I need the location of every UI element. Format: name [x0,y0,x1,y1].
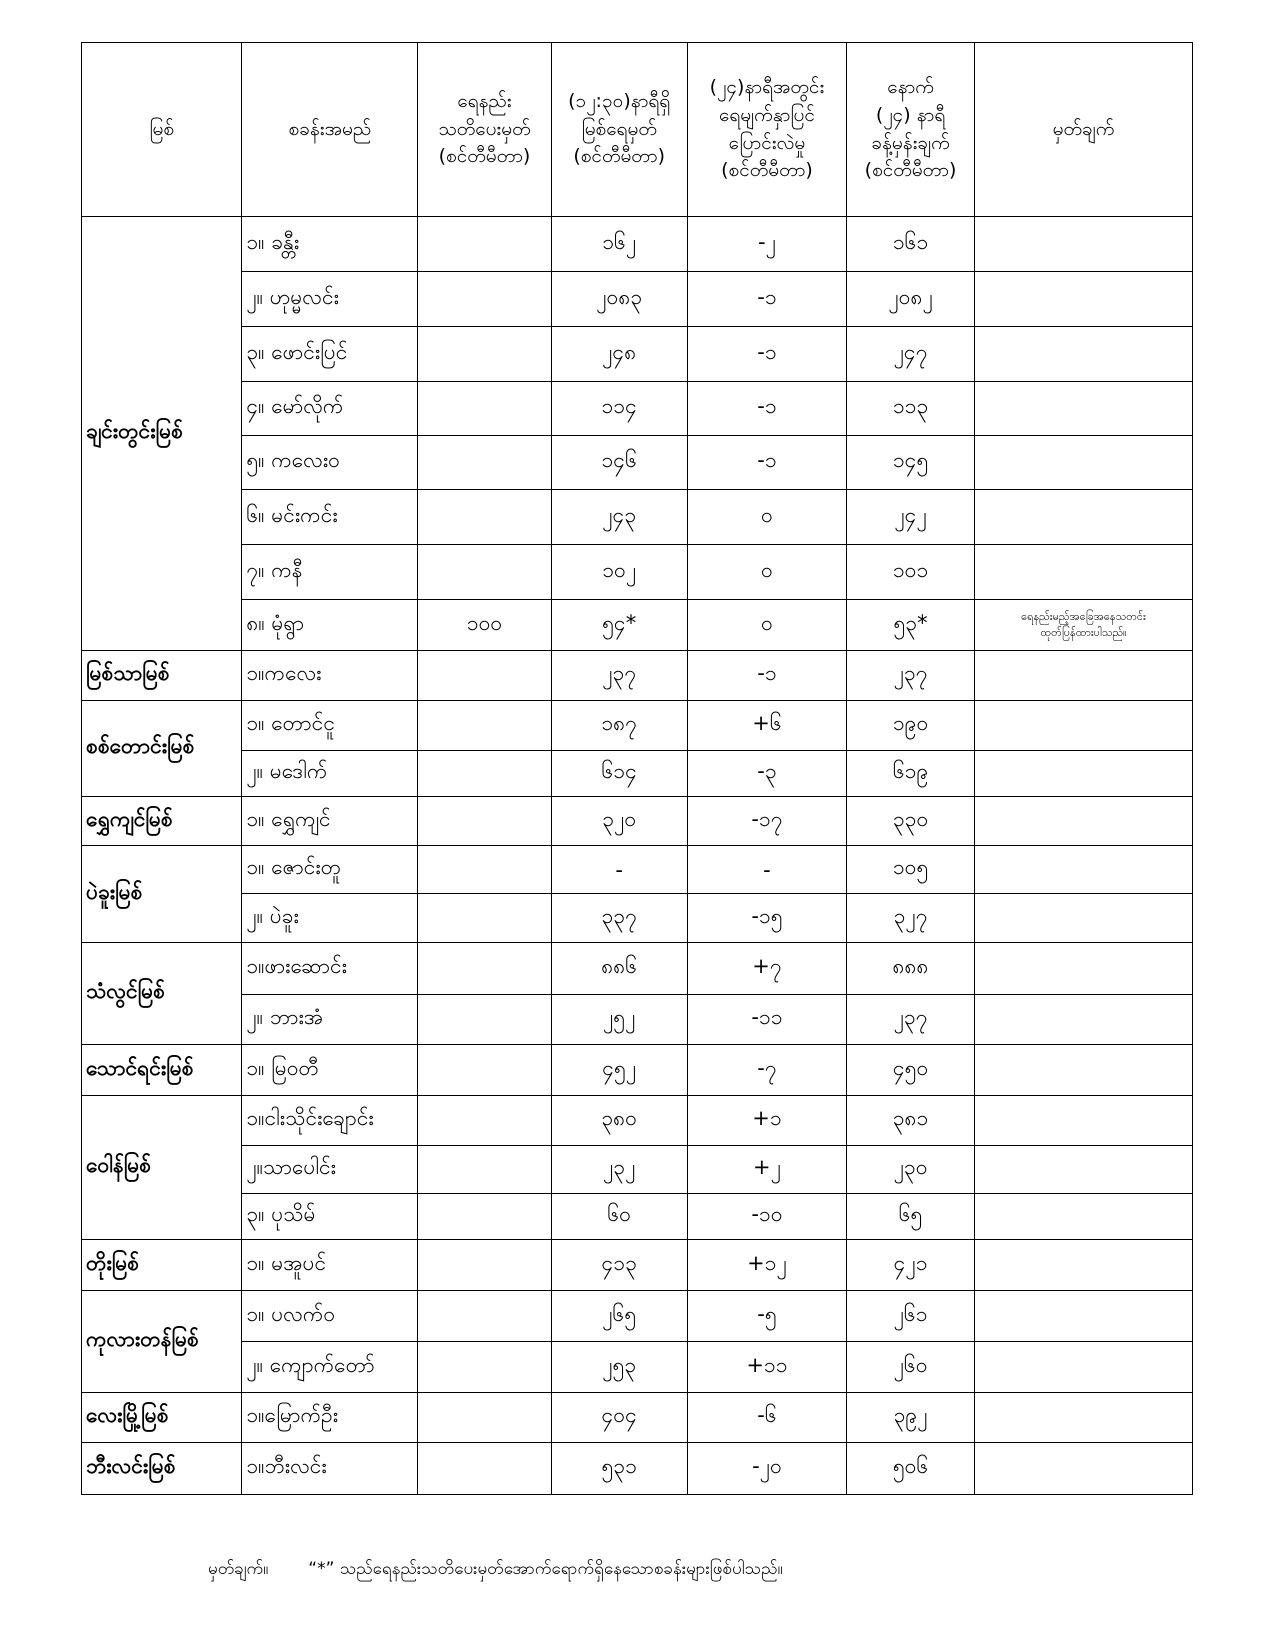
observed-level-cell: ၂၅၂ [551,995,687,1045]
header-observed-level: (၁၂:၃၀)နာရီရှိ မြစ်ရေမှတ် (စင်တီမီတာ) [551,43,687,217]
table-row [82,382,1193,436]
change-24h-cell: +၆ [687,701,846,751]
table-row [82,545,1193,600]
observed-level-cell: - [551,846,687,894]
danger-level-cell [418,797,551,846]
remark-cell: ရေနည်းမည့်အခြေအနေသတင်း ထုတ်ပြန်ထားပါသည်။ [974,600,1192,651]
river-name-cell: သောင်ရင်းမြစ် [82,1045,242,1096]
observed-level-cell: ၃၃၇ [551,894,687,943]
forecast-24h-cell: ၁၀၅ [847,846,975,894]
observed-level-cell: ၅၄* [551,600,687,651]
change-24h-cell: -၇ [687,1045,846,1096]
station-name-cell: ၂။ မဒေါက် [242,751,418,797]
observed-level-cell: ၄၅၂ [551,1045,687,1096]
remark-cell [974,1291,1192,1342]
station-name-cell: ၁။ ဇောင်းတူ [242,846,418,894]
forecast-24h-cell: ၃၃၀ [847,797,975,846]
observed-level-cell: ၂၃၂ [551,1146,687,1194]
river-name-cell: ချင်းတွင်းမြစ် [82,217,242,651]
table-row [82,1443,1193,1495]
station-name-cell: ၈။ မုံရွာ [242,600,418,651]
change-24h-cell: +၁၁ [687,1342,846,1393]
table-row [82,1194,1193,1240]
header-row [82,43,1193,217]
river-level-table [81,42,1193,1495]
observed-level-cell: ၄၁၃ [551,1240,687,1291]
table-row [82,272,1193,327]
remark-cell [974,545,1192,600]
remark-cell [974,751,1192,797]
forecast-24h-cell: ၄၅၀ [847,1045,975,1096]
station-name-cell: ၁။ ပလက်ဝ [242,1291,418,1342]
station-name-cell: ၁။ ခန္တီး [242,217,418,272]
observed-level-cell: ၄၀၄ [551,1393,687,1443]
station-name-cell: ၄။ မော်လိုက် [242,382,418,436]
remark-cell [974,995,1192,1045]
river-name-cell: ပဲခူးမြစ် [82,846,242,943]
observed-level-cell: ၂၀၈၃ [551,272,687,327]
observed-level-cell: ၂၆၅ [551,1291,687,1342]
table-row [82,1146,1193,1194]
remark-cell [974,1194,1192,1240]
station-name-cell: ၁။ဘီးလင်း [242,1443,418,1495]
observed-level-cell: ၁၈၇ [551,701,687,751]
forecast-24h-cell: ၂၃၀ [847,1146,975,1194]
table-row [82,1096,1193,1146]
station-name-cell: ၂။ ကျောက်တော် [242,1342,418,1393]
change-24h-cell: ၀ [687,600,846,651]
table-row [82,995,1193,1045]
observed-level-cell: ၁၄၆ [551,436,687,490]
forecast-24h-cell: ၁၀၁ [847,545,975,600]
observed-level-cell: ၁၁၄ [551,382,687,436]
danger-level-cell [418,1240,551,1291]
observed-level-cell: ၂၅၃ [551,1342,687,1393]
forecast-24h-cell: ၃၉၂ [847,1393,975,1443]
change-24h-cell: -၁၀ [687,1194,846,1240]
header-remarks: မှတ်ချက် [974,43,1192,217]
observed-level-cell: ၈၈၆ [551,943,687,995]
change-24h-cell: ၀ [687,490,846,545]
remark-cell [974,1146,1192,1194]
danger-level-cell [418,894,551,943]
observed-level-cell: ၂၄၃ [551,490,687,545]
observed-level-cell: ၃၈၀ [551,1096,687,1146]
change-24h-cell: -၁၇ [687,797,846,846]
river-name-cell: စစ်တောင်းမြစ် [82,701,242,797]
remark-cell [974,382,1192,436]
table-row [82,701,1193,751]
station-name-cell: ၁။ မအူပင် [242,1240,418,1291]
change-24h-cell: ၀ [687,545,846,600]
table-row [82,490,1193,545]
table-body [82,217,1193,1495]
change-24h-cell: +၁၂ [687,1240,846,1291]
change-24h-cell: -၁ [687,382,846,436]
forecast-24h-cell: ၃၈၁ [847,1096,975,1146]
change-24h-cell: -၁ [687,436,846,490]
change-24h-cell: +၁ [687,1096,846,1146]
footnote-text: “*” သည်ရေနည်းသတိပေးမှတ်အောက်ရောက်ရှိနေသောစခန်းများဖြစ်ပါသည်။ [308,1559,783,1579]
danger-level-cell [418,1194,551,1240]
remark-cell [974,894,1192,943]
remark-cell [974,1342,1192,1393]
table-row [82,943,1193,995]
forecast-24h-cell: ၂၆၁ [847,1291,975,1342]
danger-level-cell [418,943,551,995]
header-change-24h: (၂၄)နာရီအတွင်း ရေမျက်နှာပြင် ပြောင်းလဲမှု (စင်တီမီတာ) [687,43,846,217]
remark-cell [974,1443,1192,1495]
change-24h-cell: -၃ [687,751,846,797]
change-24h-cell: -၂၀ [687,1443,846,1495]
danger-level-cell [418,545,551,600]
station-name-cell: ၂။ ဟုမ္မလင်း [242,272,418,327]
danger-level-cell [418,490,551,545]
observed-level-cell: ၁၀၂ [551,545,687,600]
danger-level-cell [418,1146,551,1194]
table-row [82,600,1193,651]
remark-cell [974,1045,1192,1096]
observed-level-cell: ၂၃၇ [551,651,687,701]
danger-level-cell [418,846,551,894]
table-row [82,1393,1193,1443]
table-row [82,217,1193,272]
forecast-24h-cell: ၆၁၉ [847,751,975,797]
danger-level-cell [418,1291,551,1342]
danger-level-cell [418,701,551,751]
header-station: စခန်းအမည် [242,43,418,217]
table-row [82,894,1193,943]
forecast-24h-cell: ၃၂၇ [847,894,975,943]
observed-level-cell: ၁၆၂ [551,217,687,272]
change-24h-cell: -၁ [687,327,846,382]
danger-level-cell [418,1342,551,1393]
river-name-cell: သံလွင်မြစ် [82,943,242,1045]
table-row [82,436,1193,490]
table-row [82,327,1193,382]
forecast-24h-cell: ၂၄၇ [847,327,975,382]
remark-cell [974,327,1192,382]
danger-level-cell [418,272,551,327]
forecast-24h-cell: ၅၀၆ [847,1443,975,1495]
table-row [82,1291,1193,1342]
remark-cell [974,490,1192,545]
river-name-cell: ဘီးလင်းမြစ် [82,1443,242,1495]
header-river: မြစ် [82,43,242,217]
danger-level-cell [418,651,551,701]
table-row [82,651,1193,701]
river-name-cell: ရွှေကျင်မြစ် [82,797,242,846]
danger-level-cell [418,436,551,490]
table-row [82,1240,1193,1291]
river-name-cell: တိုးမြစ် [82,1240,242,1291]
footnote [208,1558,783,1583]
station-name-cell: ၁။ ရွှေကျင် [242,797,418,846]
remark-cell [974,217,1192,272]
danger-level-cell: ၁၀၀ [418,600,551,651]
remark-cell [974,651,1192,701]
forecast-24h-cell: ၁၆၁ [847,217,975,272]
river-name-cell: ဝေါန်မြစ် [82,1096,242,1240]
station-name-cell: ၁။မြောက်ဦး [242,1393,418,1443]
forecast-24h-cell: ၂၃၇ [847,651,975,701]
station-name-cell: ၁။ဖားဆောင်း [242,943,418,995]
forecast-24h-cell: ၁၉၀ [847,701,975,751]
table-row [82,1045,1193,1096]
station-name-cell: ၃။ ဖောင်းပြင် [242,327,418,382]
remark-cell [974,701,1192,751]
river-name-cell: မြစ်သာမြစ် [82,651,242,701]
change-24h-cell: -၁ [687,272,846,327]
station-name-cell: ၅။ ကလေးဝ [242,436,418,490]
station-name-cell: ၇။ ကနီ [242,545,418,600]
table-row [82,751,1193,797]
remark-cell [974,272,1192,327]
change-24h-cell: -၁၅ [687,894,846,943]
header-danger-level: ရေနည်း သတိပေးမှတ် (စင်တီမီတာ) [418,43,551,217]
forecast-24h-cell: ၂၃၇ [847,995,975,1045]
danger-level-cell [418,1096,551,1146]
station-name-cell: ၁။ တောင်ငူ [242,701,418,751]
danger-level-cell [418,1393,551,1443]
river-name-cell: ကုလားတန်မြစ် [82,1291,242,1393]
observed-level-cell: ၆၁၄ [551,751,687,797]
remark-cell [974,436,1192,490]
station-name-cell: ၁။ မြဝတီ [242,1045,418,1096]
observed-level-cell: ၅၃၁ [551,1443,687,1495]
forecast-24h-cell: ၁၄၅ [847,436,975,490]
forecast-24h-cell: ၈၈၈ [847,943,975,995]
danger-level-cell [418,382,551,436]
remark-cell [974,846,1192,894]
forecast-24h-cell: ၂၀၈၂ [847,272,975,327]
station-name-cell: ၃။ ပုသိမ် [242,1194,418,1240]
station-name-cell: ၁။ငါးသိုင်းချောင်း [242,1096,418,1146]
forecast-24h-cell: ၁၁၃ [847,382,975,436]
danger-level-cell [418,327,551,382]
table-row [82,846,1193,894]
footnote-label: မှတ်ချက်။ [208,1559,269,1579]
observed-level-cell: ၆၀ [551,1194,687,1240]
station-name-cell: ၁။ကလေး [242,651,418,701]
remark-cell [974,1393,1192,1443]
river-name-cell: လေးမြို့မြစ် [82,1393,242,1443]
change-24h-cell: -၆ [687,1393,846,1443]
observed-level-cell: ၂၄၈ [551,327,687,382]
forecast-24h-cell: ၄၂၁ [847,1240,975,1291]
remark-cell [974,1240,1192,1291]
remark-cell [974,943,1192,995]
change-24h-cell: +၇ [687,943,846,995]
change-24h-cell: +၂ [687,1146,846,1194]
remark-cell [974,797,1192,846]
forecast-24h-cell: ၆၅ [847,1194,975,1240]
station-name-cell: ၂။ ပဲခူး [242,894,418,943]
danger-level-cell [418,995,551,1045]
danger-level-cell [418,751,551,797]
change-24h-cell: -၁၁ [687,995,846,1045]
header-forecast-24h: နောက် (၂၄) နာရီ ခန့်မှန်းချက် (စင်တီမီတာ) [847,43,975,217]
danger-level-cell [418,1045,551,1096]
station-name-cell: ၂။ ဘားအံ [242,995,418,1045]
forecast-24h-cell: ၂၄၂ [847,490,975,545]
table-row [82,1342,1193,1393]
station-name-cell: ၆။ မင်းကင်း [242,490,418,545]
forecast-24h-cell: ၅၃* [847,600,975,651]
change-24h-cell: -၂ [687,217,846,272]
forecast-24h-cell: ၂၆၀ [847,1342,975,1393]
observed-level-cell: ၃၂၀ [551,797,687,846]
table-row [82,797,1193,846]
remark-cell [974,1096,1192,1146]
change-24h-cell: -၅ [687,1291,846,1342]
station-name-cell: ၂။သာပေါင်း [242,1146,418,1194]
danger-level-cell [418,1443,551,1495]
change-24h-cell: -၁ [687,651,846,701]
change-24h-cell: - [687,846,846,894]
danger-level-cell [418,217,551,272]
